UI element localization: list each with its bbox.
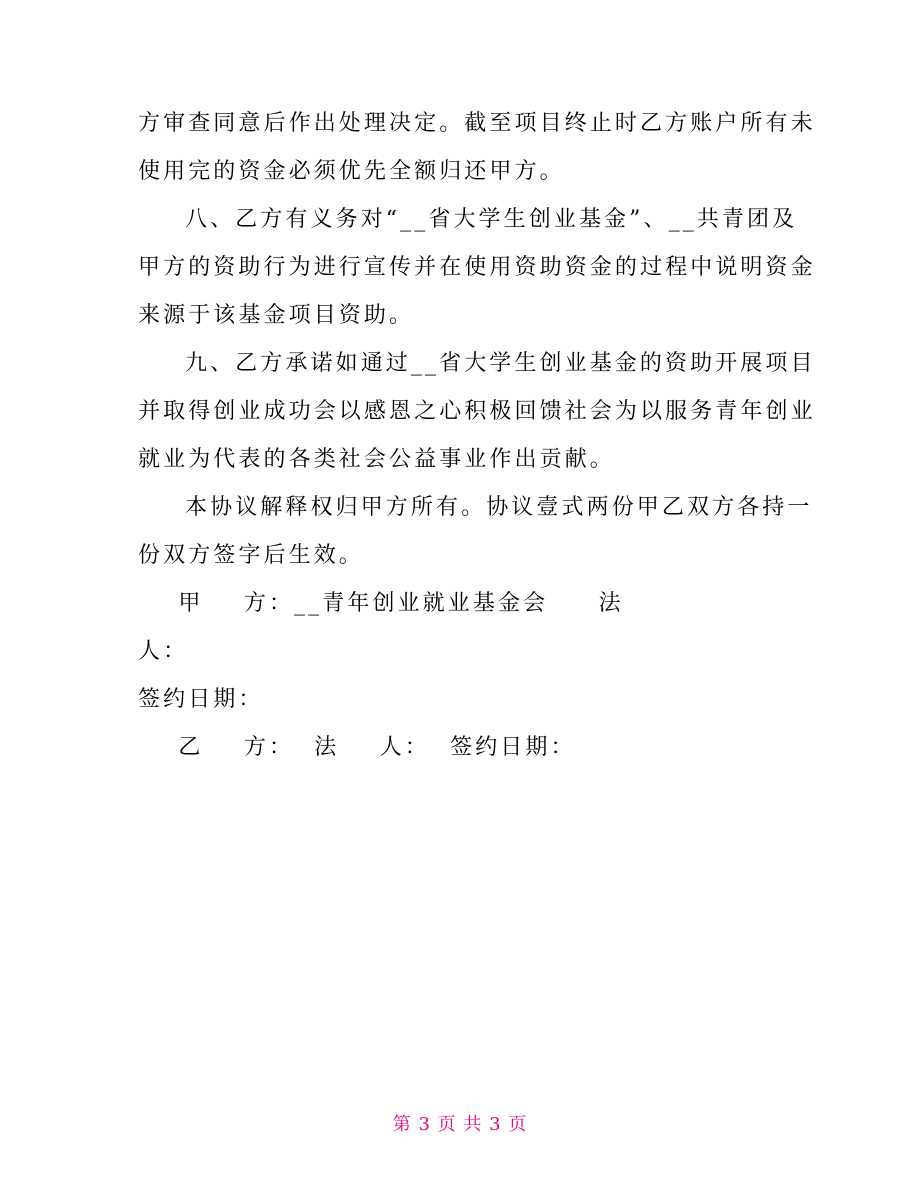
party-a-sign-date: 签约日期： xyxy=(138,687,264,712)
paragraph-continuation xyxy=(138,100,816,196)
text-line: 本协议解释权归甲方所有。协议壹式两份甲乙双方各持一 xyxy=(185,495,813,520)
text-line: 份双方签字后生效。 xyxy=(138,543,364,568)
party-a-signature-line: 甲 方：__青年创业就业基金会 法 xyxy=(138,591,624,616)
text-line: 来源于该基金项目资助。 xyxy=(138,303,415,328)
document-body xyxy=(138,100,816,772)
paragraph-clause-9 xyxy=(138,340,816,484)
text-line: 并取得创业成功会以感恩之心积极回馈社会为以服务青年创业 xyxy=(138,399,816,424)
text-line: 甲方的资助行为进行宣传并在使用资助资金的过程中说明资金 xyxy=(138,255,816,280)
party-a-representative: 人： xyxy=(138,639,189,664)
text-line: 八、乙方有义务对“__省大学生创业基金”、__共青团及 xyxy=(185,207,798,232)
text-line: 九、乙方承诺如通过__省大学生创业基金的资助开展项目 xyxy=(185,351,816,376)
page-number-footer: 第 3 页 共 3 页 xyxy=(392,1114,528,1135)
text-line: 使用完的资金必须优先全额归还甲方。 xyxy=(138,159,565,184)
signature-block xyxy=(138,580,788,772)
text-line: 就业为代表的各类社会公益事业作出贡献。 xyxy=(138,447,615,472)
party-b-signature-line: 乙 方： 法 人： 签约日期： xyxy=(138,735,576,760)
paragraph-clause-8 xyxy=(138,196,816,340)
paragraph-interpretation xyxy=(138,484,813,580)
text-line: 方审查同意后作出处理决定。截至项目终止时乙方账户所有未 xyxy=(138,111,816,136)
